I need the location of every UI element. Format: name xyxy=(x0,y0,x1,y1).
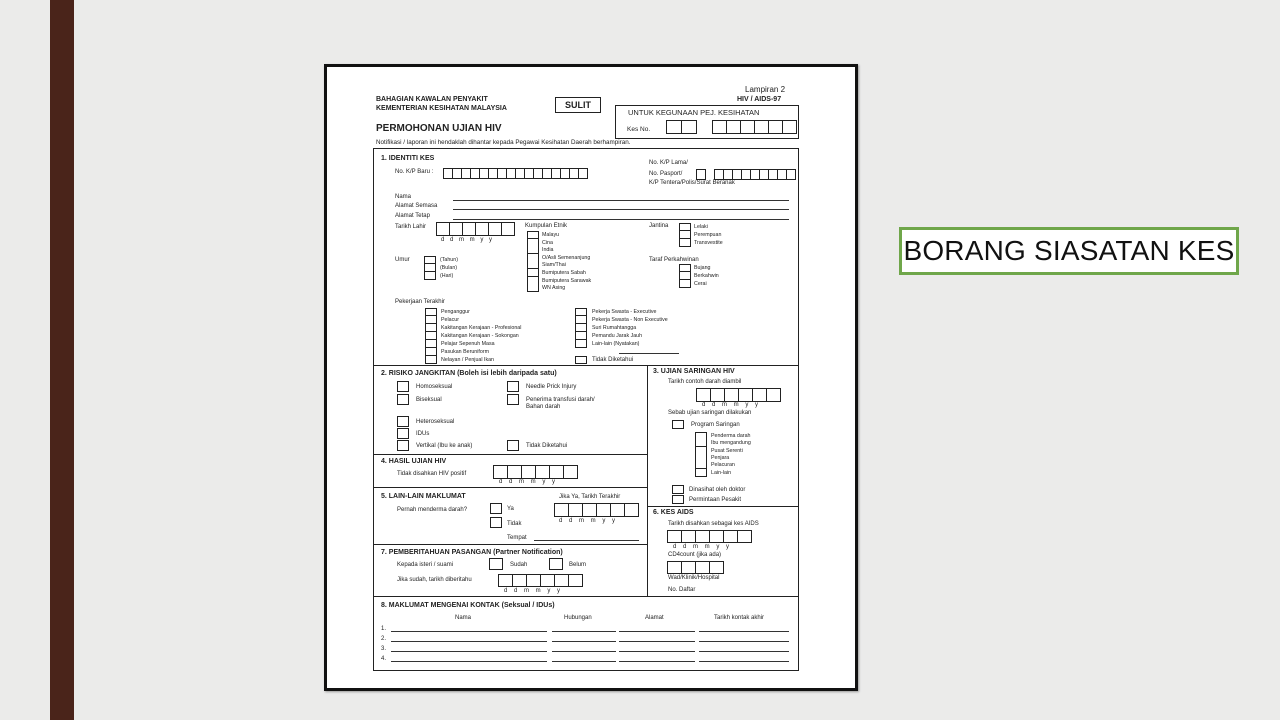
contact-field-line[interactable] xyxy=(391,651,547,652)
tarikh-contoh-label: Tarikh contoh darah diambil xyxy=(668,379,742,385)
jika-ya-label: Jika Ya, Tarikh Terakhir xyxy=(559,494,621,500)
taraf-option-label: Cerai xyxy=(694,281,707,287)
jantina-option-checkbox[interactable] xyxy=(679,239,691,247)
kepada-label: Kepada isteri / suami xyxy=(397,562,454,568)
jantina-option-label: Perempuan xyxy=(694,232,722,238)
section-4-title: 4. HASIL UJIAN HIV xyxy=(381,458,447,465)
alamat-semasa-label: Alamat Semasa xyxy=(395,203,438,209)
transfusi-checkbox[interactable] xyxy=(507,394,519,405)
contact-field-line[interactable] xyxy=(699,651,789,652)
program-option-label: Pusat Serenti xyxy=(711,447,743,454)
partner-date-boxes xyxy=(499,574,583,587)
pekerjaan-label: Pekerjaan Terakhir xyxy=(395,299,445,305)
pasport-box-a xyxy=(697,169,706,180)
contact-field-line[interactable] xyxy=(699,641,789,642)
umur-option-checkbox[interactable] xyxy=(424,264,436,272)
divider-s7 xyxy=(373,596,799,597)
tidak-diketahui-label: Tidak Diketahui xyxy=(592,357,634,363)
contact-row-number: 2. xyxy=(381,636,387,642)
divider-s2 xyxy=(373,454,647,455)
belum-label: Belum xyxy=(569,562,587,568)
header-nama: Nama xyxy=(455,615,472,621)
program-label: Program Saringan xyxy=(691,422,740,428)
divider-s1 xyxy=(373,365,799,366)
tidak-label: Tidak xyxy=(507,521,522,527)
etnik-option-label: O/Asli Semenanjung xyxy=(542,254,591,261)
etnik-option-checkbox[interactable] xyxy=(527,284,539,292)
pasport-boxes xyxy=(715,169,796,180)
taraf-option-label: Berkahwin xyxy=(694,273,719,279)
aids-date-format: d d m m y y xyxy=(673,544,732,550)
kes-no-boxes xyxy=(667,120,697,134)
contact-field-line[interactable] xyxy=(391,631,547,632)
dept-line-1: BAHAGIAN KAWALAN PENYAKIT xyxy=(376,96,488,103)
section-3-title: 3. UJIAN SARINGAN HIV xyxy=(653,368,735,375)
aids-date-boxes xyxy=(668,530,752,543)
ya-checkbox[interactable] xyxy=(490,503,502,514)
pekerjaan-option-checkbox[interactable] xyxy=(575,308,587,316)
section-2-title: 2. RISIKO JANGKITAN (Boleh isi lebih daripada satu) xyxy=(381,370,557,377)
contact-field-line[interactable] xyxy=(699,661,789,662)
tempat-label: Tempat xyxy=(507,535,527,541)
permintaan-label: Permintaan Pesakit xyxy=(689,497,742,503)
pekerjaan-option-checkbox[interactable] xyxy=(575,332,587,340)
office-use-label: UNTUK KEGUNAAN PEJ. KESIHATAN xyxy=(628,108,760,117)
needle-checkbox[interactable] xyxy=(507,381,519,392)
pekerjaan-option-label: Pekerja Swasta - Non Executive xyxy=(592,317,668,323)
pekerjaan-option-checkbox[interactable] xyxy=(425,324,437,332)
contact-row-number: 1. xyxy=(381,626,387,632)
alamat-tetap-line xyxy=(453,219,789,220)
sulit-text: SULIT xyxy=(565,100,591,110)
program-option-checkbox[interactable] xyxy=(695,469,707,477)
nama-label: Nama xyxy=(395,194,412,200)
etnik-option-label: WN Asing xyxy=(542,285,566,292)
taraf-option-checkbox[interactable] xyxy=(679,272,691,280)
etnik-option-label: Cina xyxy=(542,239,553,246)
sudah-checkbox[interactable] xyxy=(489,558,503,570)
sebab-label: Sebab ujian saringan dilakukan xyxy=(668,410,752,416)
dept-line-2: KEMENTERIAN KESIHATAN MALAYSIA xyxy=(376,105,507,112)
program-option-label: Penjara xyxy=(711,454,730,461)
slide-caption xyxy=(899,227,1239,275)
contact-field-line[interactable] xyxy=(619,651,695,652)
form-title: PERMOHONAN UJIAN HIV xyxy=(376,123,502,134)
pekerjaan-option-label: Suri Rumahtangga xyxy=(592,325,637,331)
vertikal-label: Vertikal (Ibu ke anak) xyxy=(416,443,473,449)
taraf-option-checkbox[interactable] xyxy=(679,280,691,288)
header-tarikh-kontak: Tarikh kontak akhir xyxy=(714,615,765,621)
umur-label: Umur xyxy=(395,257,410,263)
pekerjaan-option-checkbox[interactable] xyxy=(575,316,587,324)
sudah-label: Sudah xyxy=(510,562,528,568)
s2-tidak-diketahui-checkbox[interactable] xyxy=(507,440,519,451)
form-scan-image xyxy=(324,64,858,691)
tidak-checkbox[interactable] xyxy=(490,517,502,528)
no-daftar-label: No. Daftar xyxy=(668,587,696,593)
kes-no-boxes-2 xyxy=(713,120,797,134)
contact-row-number: 3. xyxy=(381,646,387,652)
idus-label: IDUs xyxy=(416,431,430,437)
contact-field-line[interactable] xyxy=(699,631,789,632)
contact-field-line[interactable] xyxy=(619,661,695,662)
kes-no-label: Kes No. xyxy=(627,126,651,133)
contact-field-line[interactable] xyxy=(552,641,616,642)
section-6-title: 6. KES AIDS xyxy=(653,509,694,516)
wad-label: Wad/Klinik/Hospital xyxy=(668,575,720,581)
tarikh-contoh-format: d d m m y y xyxy=(702,402,761,408)
section-7-title: 7. PEMBERITAHUAN PASANGAN (Partner Notification) xyxy=(381,549,563,556)
kp-baru-label: No. K/P Baru : xyxy=(395,169,434,175)
jantina-label: Jantina xyxy=(649,223,669,229)
form-code: HIV / AIDS-97 xyxy=(737,96,782,103)
partner-date-format: d d m m y y xyxy=(504,588,563,594)
program-checkbox[interactable] xyxy=(672,420,684,429)
cd4-boxes xyxy=(668,561,724,574)
program-option-label: Penderma darah xyxy=(711,433,751,439)
jantina-option-checkbox[interactable] xyxy=(679,223,691,231)
belum-checkbox[interactable] xyxy=(549,558,563,570)
divider-s5 xyxy=(373,544,647,545)
section-5-title: 5. LAIN-LAIN MAKLUMAT xyxy=(381,493,466,500)
ya-label: Ya xyxy=(507,506,514,512)
penderma-label: Pernah menderma darah? xyxy=(397,507,468,513)
contact-row-number: 4. xyxy=(381,656,387,662)
umur-option-checkbox[interactable] xyxy=(424,272,436,280)
pekerjaan-option-label: Lain-lain (Nyatakan) xyxy=(592,341,640,347)
divider-s4 xyxy=(373,487,647,488)
tarikh-terakhir-boxes xyxy=(555,503,639,517)
section-8-title: 8. MAKLUMAT MENGENAI KONTAK (Seksual / IDUs) xyxy=(381,602,555,609)
etnik-option-label: Bumiputera Sabah xyxy=(542,270,586,276)
slide-accent-bar xyxy=(50,0,74,720)
heteroseksual-checkbox[interactable] xyxy=(397,416,409,427)
biseksual-label: Biseksual xyxy=(416,397,442,403)
section-1-title: 1. IDENTITI KES xyxy=(381,155,435,162)
cd4-label: CD4count (jika ada) xyxy=(668,552,722,558)
jantina-option-checkbox[interactable] xyxy=(679,231,691,239)
etnik-option-label: Bumiputera Sarawak xyxy=(542,277,592,284)
tarikh-terakhir-format: d d m m y y xyxy=(559,518,618,524)
umur-option-label: (Hari) xyxy=(440,273,454,279)
biseksual-checkbox[interactable] xyxy=(397,394,409,405)
kumpulan-etnik-label: Kumpulan Etnik xyxy=(525,223,568,229)
etnik-option-label: Siam/Thai xyxy=(542,262,566,269)
contact-field-line[interactable] xyxy=(552,631,616,632)
tarikh-disahkan-label: Tarikh disahkan sebagai kes AIDS xyxy=(668,521,759,527)
heteroseksual-label: Heteroseksual xyxy=(416,419,455,425)
etnik-option-label: Malayu xyxy=(542,232,560,238)
tempat-line xyxy=(534,540,639,541)
transfusi-label-2: Bahan darah xyxy=(526,404,561,410)
form-notice: Notifikasi / laporan ini hendaklah dihantar kepada Pegawai Kesihatan Daerah berhampiran. xyxy=(376,139,631,146)
header-alamat: Alamat xyxy=(645,615,664,621)
alamat-semasa-line xyxy=(453,209,789,210)
divider-vertical xyxy=(647,365,648,596)
tarikh-lahir-label: Tarikh Lahir xyxy=(395,224,427,230)
pekerjaan-option-checkbox[interactable] xyxy=(425,348,437,356)
dinasihat-label: Dinasihat oleh doktor xyxy=(689,487,746,493)
pekerjaan-option-label: Penganggur xyxy=(441,309,470,315)
taraf-label: Taraf Perkahwinan xyxy=(649,257,699,263)
pekerjaan-option-checkbox[interactable] xyxy=(425,356,437,364)
pekerjaan-option-checkbox[interactable] xyxy=(575,340,587,348)
tarikh-lahir-format: d d m m y y xyxy=(441,237,495,243)
sulit-stamp xyxy=(555,97,601,113)
contact-field-line[interactable] xyxy=(619,631,695,632)
lampiran-label: Lampiran 2 xyxy=(745,85,786,94)
s2-tidak-diketahui-label: Tidak Diketahui xyxy=(526,443,568,449)
etnik-option-label: India xyxy=(542,247,554,254)
vertikal-checkbox[interactable] xyxy=(397,440,409,451)
jika-sudah-label: Jika sudah, tarikh diberitahu xyxy=(397,577,472,583)
pekerjaan-option-label: Pelacur xyxy=(441,317,459,323)
kp-baru-boxes xyxy=(444,168,588,179)
tarikh-contoh-boxes xyxy=(697,388,781,402)
umur-option-label: (Tahun) xyxy=(440,257,458,263)
program-option-label: Ibu mengandung xyxy=(711,440,751,447)
tarikh-lahir-boxes xyxy=(437,222,515,236)
contact-field-line[interactable] xyxy=(552,661,616,662)
tidak-disahkan-label: Tidak disahkan HIV positif xyxy=(397,471,467,477)
hasil-boxes xyxy=(494,465,578,479)
pekerjaan-option-label: Kakitangan Kerajaan - Profesional xyxy=(441,325,522,331)
pasport-label: No. Pasport/ xyxy=(649,171,683,177)
contact-field-line[interactable] xyxy=(619,641,695,642)
needle-label: Needle Prick Injury xyxy=(526,384,577,390)
taraf-option-checkbox[interactable] xyxy=(679,264,691,272)
pekerjaan-option-label: Pelajar Sepenuh Masa xyxy=(441,341,495,347)
pekerjaan-option-label: Pasukan Beruniform xyxy=(441,349,489,355)
alamat-tetap-label: Alamat Tetap xyxy=(395,213,430,219)
pekerjaan-option-label: Kakitangan Kerajaan - Sokongan xyxy=(441,333,519,339)
permintaan-checkbox[interactable] xyxy=(672,495,684,504)
transfusi-label-1: Penerima transfusi darah/ xyxy=(526,397,595,403)
pekerjaan-option-checkbox[interactable] xyxy=(425,340,437,348)
pekerjaan-option-label: Pemandu Jarak Jauh xyxy=(592,333,643,339)
lain-lain-line xyxy=(619,353,679,354)
pekerjaan-option-label: Pekerja Swasta - Executive xyxy=(592,309,657,315)
header-hubungan: Hubungan xyxy=(564,615,592,621)
jantina-option-label: Transvestite xyxy=(694,240,723,246)
divider-s3 xyxy=(647,506,799,507)
contact-field-line[interactable] xyxy=(552,651,616,652)
umur-option-checkbox[interactable] xyxy=(424,256,436,264)
kp-tentera-label: K/P Tentera/Polis/Surat Beranak xyxy=(649,180,735,186)
program-option-label: Pelacuran xyxy=(711,462,735,469)
taraf-option-label: Bujang xyxy=(694,265,711,271)
contact-field-line[interactable] xyxy=(391,661,547,662)
homoseksual-checkbox[interactable] xyxy=(397,381,409,392)
pekerjaan-option-checkbox[interactable] xyxy=(575,324,587,332)
program-option-label: Lain-lain xyxy=(711,469,732,476)
homoseksual-label: Homoseksual xyxy=(416,384,453,390)
pekerjaan-option-label: Nelayan / Penjual Ikan xyxy=(441,357,495,363)
nama-line xyxy=(453,200,789,201)
pekerjaan-option-checkbox[interactable] xyxy=(425,316,437,324)
pekerjaan-option-checkbox[interactable] xyxy=(425,308,437,316)
idus-checkbox[interactable] xyxy=(397,428,409,439)
kp-lama-label: No. K/P Lama/ xyxy=(649,160,688,166)
contact-field-line[interactable] xyxy=(391,641,547,642)
pekerjaan-option-checkbox[interactable] xyxy=(425,332,437,340)
dinasihat-checkbox[interactable] xyxy=(672,485,684,494)
jantina-option-label: Lelaki xyxy=(694,224,708,230)
tidak-diketahui-checkbox[interactable] xyxy=(575,356,587,364)
umur-option-label: (Bulan) xyxy=(440,265,458,271)
caption-text: BORANG SIASATAN KES xyxy=(903,235,1235,266)
hasil-format: d d m m y y xyxy=(499,479,558,485)
